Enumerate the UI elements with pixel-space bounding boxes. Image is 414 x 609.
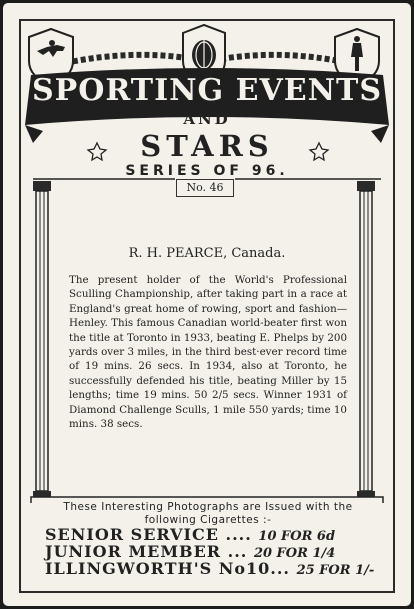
card-title: SPORTING EVENTS bbox=[31, 73, 383, 108]
footer-intro: These Interesting Photographs are Issued with the following Cigarettes :- bbox=[63, 501, 353, 526]
brand-price: 10 FOR 6d bbox=[258, 529, 336, 544]
footer-advert bbox=[31, 497, 381, 581]
series-label: SERIES OF 96. bbox=[125, 163, 289, 179]
card-description: The present holder of the World's Professional Sculling Championship, after taking part in a race at England's great home of rowing, sport and fashion—Henley. This famous Canadian world-beater first won the title at Toronto in 1933, beating E. Phelps by 200 yards over 3 miles, in the third best·ever record time of 19 mins. 26 secs. In 1934, also at Toronto, he successfully defended his title, beating Miller by 15 lengths; time 19 mins. 50 2/5 secs. Winner 1931 of Diamond Challenge Sculls, 1 mile 550 yards; time 10 mins. 38 secs. bbox=[69, 274, 347, 431]
brand-price: 20 FOR 1/4 bbox=[253, 546, 336, 561]
brand-row bbox=[45, 559, 374, 578]
left-column bbox=[33, 181, 51, 497]
garland-right bbox=[221, 55, 349, 63]
brand-price: 25 FOR 1/- bbox=[296, 563, 375, 578]
brand-name: ILLINGWORTH'S No10... bbox=[45, 559, 290, 578]
card-number: No. 46 bbox=[176, 179, 234, 197]
cigarette-card bbox=[3, 3, 411, 606]
player-name: R. H. PEARCE, Canada. bbox=[128, 246, 286, 261]
and-label: AND bbox=[183, 110, 231, 128]
brand-name: JUNIOR MEMBER ... bbox=[45, 542, 248, 561]
brand-name: SENIOR SERVICE .... bbox=[45, 525, 252, 544]
stars-label: STARS bbox=[140, 129, 274, 163]
right-column bbox=[357, 181, 375, 497]
garland-left bbox=[65, 55, 193, 63]
